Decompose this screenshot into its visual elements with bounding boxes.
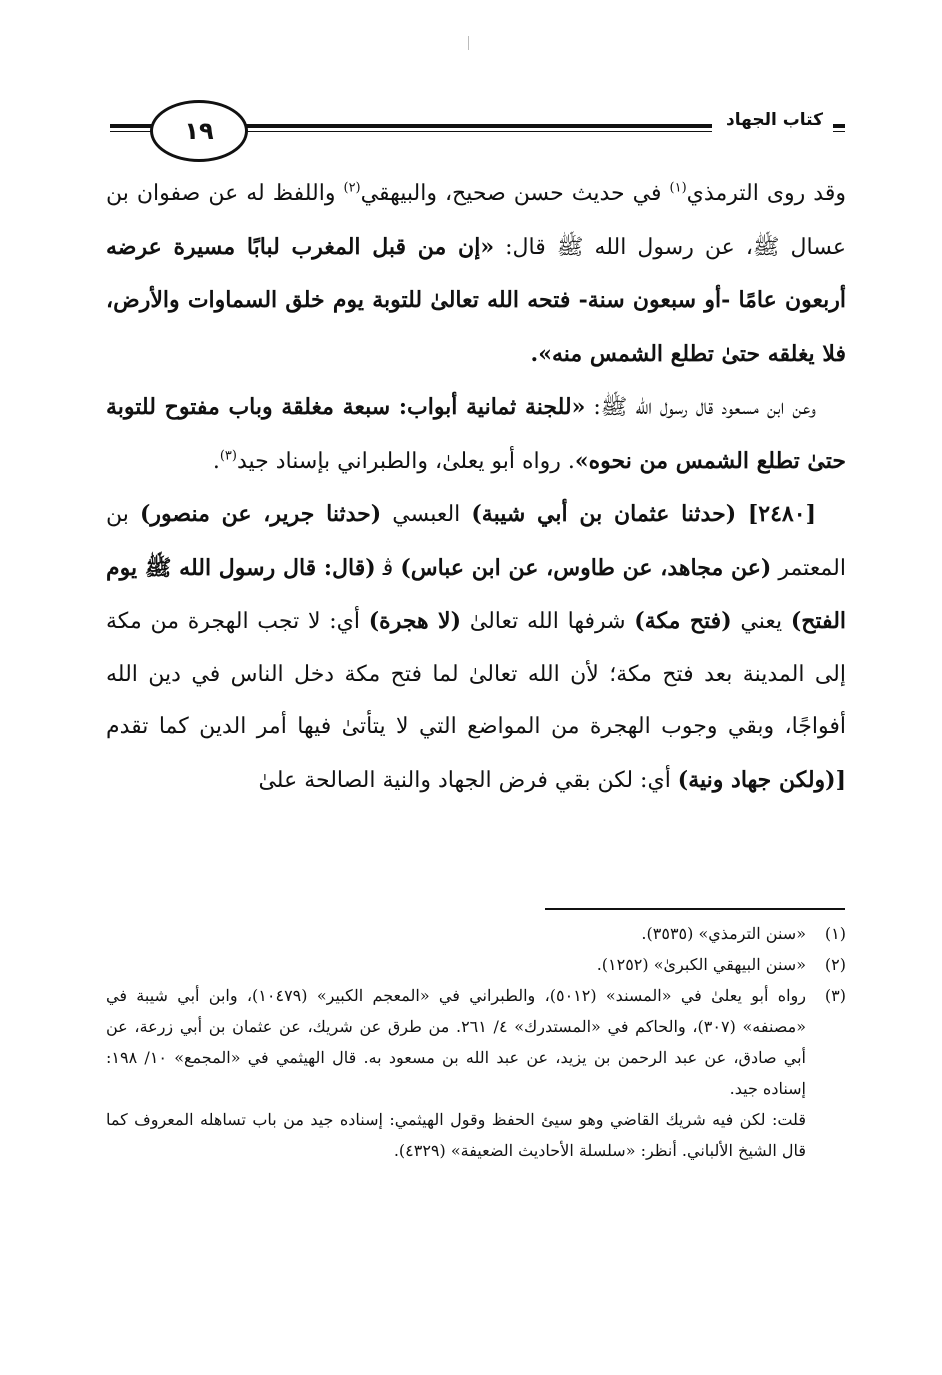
page-number: [150, 100, 248, 162]
text-run: وعن ابن مسعود قال رسول الله ﷺ:: [585, 395, 817, 420]
footnote-ref: (٣): [219, 448, 237, 464]
footnote-text: «سنن الترمذي» (٣٥٣٥).: [641, 924, 806, 943]
footnote-divider: [545, 908, 845, 910]
hadith-quote: «إن من قبل المغرب لبابًا مسيرة عرضه أربعون عامًا -أو سبعون سنة- فتحه الله تعالىٰ للتوبة يوم خلق السماوات والأرض، فلا يغلقه حتىٰ تطلع الشمس منه».: [106, 233, 846, 367]
hadith-quote: «للجنة ثمانية أبواب: سبعة مغلقة وباب مفتوح للتوبة حتىٰ تطلع الشمس من نحوه»: [106, 394, 846, 474]
header-rule: [833, 124, 845, 132]
footnotes: [106, 918, 846, 1166]
text-run: وقد روى الترمذي: [686, 181, 846, 206]
paragraph: [106, 381, 846, 488]
text-run: أي: لكن بقي فرض الجهاد والنية الصالحة علىٰ: [258, 767, 678, 793]
text-run: شرفها الله تعالىٰ: [461, 609, 635, 634]
main-text: [106, 168, 846, 807]
footnote-number: (١): [824, 924, 846, 943]
narrator-chain: (حدثنا جرير، عن منصور): [139, 501, 382, 527]
footnote: [106, 980, 846, 1104]
text-run: . رواه أبو يعلىٰ، والطبراني بإسناد جيد: [236, 448, 575, 474]
text-run: بن المعتمر: [106, 502, 846, 581]
hadith-text: [(ولكن جهاد ونية): [677, 766, 846, 793]
text-run: واللفظ له عن صفوان بن عسال ﷺ، عن رسول الله ﷺ قال:: [106, 181, 847, 260]
footnote-comment: قلت: لكن فيه شريك القاضي وهو سيئ الحفظ وقول الهيثمي: إسناده جيد من باب تساهله المعروف كما قال الشيخ الألباني. أنظر: «سلسلة الأحاديث الضعيفة» (٤٣٢٩).: [106, 1110, 806, 1160]
footnote: [106, 949, 846, 980]
paragraph: [106, 488, 846, 807]
page-header: [110, 96, 845, 162]
hadith-number: [٢٤٨٠] (حدثنا عثمان بن أبي شيبة): [471, 501, 816, 527]
text-run: أي: لا تجب الهجرة من مكة إلى المدينة بعد فتح مكة؛ لأن الله تعالىٰ لما فتح مكة دخل الناس في دين الله أفواجًا، وبقي وجوب الهجرة من المواضع التي لا يتأتىٰ فيها أمر الدين كما تقدم: [106, 609, 846, 739]
paragraph: [106, 168, 846, 381]
running-head: كتاب الجهاد: [722, 110, 827, 130]
footnote-number: (٢): [824, 955, 846, 974]
footnote-number: (٣): [824, 986, 846, 1005]
text-run: في حديث حسن صحيح، والبيهقي: [360, 181, 670, 206]
text-run: .: [212, 448, 220, 474]
narrator-chain: (عن مجاهد، عن طاوس، عن ابن عباس): [400, 554, 772, 581]
hadith-text: (قال: قال رسول الله ﷺ يوم الفتح): [106, 554, 847, 634]
scan-mark: [468, 36, 469, 50]
footnote-text: «سنن البيهقي الكبرىٰ» (١٢٥٢).: [596, 955, 806, 974]
text-run: ﭬ: [375, 555, 401, 581]
text-run: يعني: [731, 609, 791, 634]
hadith-text: (لا هجرة): [368, 608, 462, 634]
footnote: [106, 918, 846, 949]
hadith-text: (فتح مكة): [634, 608, 732, 634]
page-number-text: ١٩: [184, 117, 214, 145]
footnote-ref: (١): [669, 180, 687, 196]
text-run: العبسي: [381, 502, 472, 527]
header-rule: [232, 124, 712, 132]
footnote-ref: (٢): [343, 180, 361, 196]
footnote-text: رواه أبو يعلىٰ في «المسند» (٥٠١٢)، والطبراني في «المعجم الكبير» (١٠٤٧٩)، وابن أبي شيبة في «مصنفه» (٣٠٧)، والحاكم في «المستدرك» ٤/ ٢٦١. من طرق عن شريك، عن عثمان بن أبي زرعة، عن أبي صادق، عن عبد الرحمن بن يزيد، عن عبد الله بن مسعود به. قال الهيثمي في «المجمع» ١٠/ ١٩٨: إسناده جيد.: [106, 986, 807, 1098]
